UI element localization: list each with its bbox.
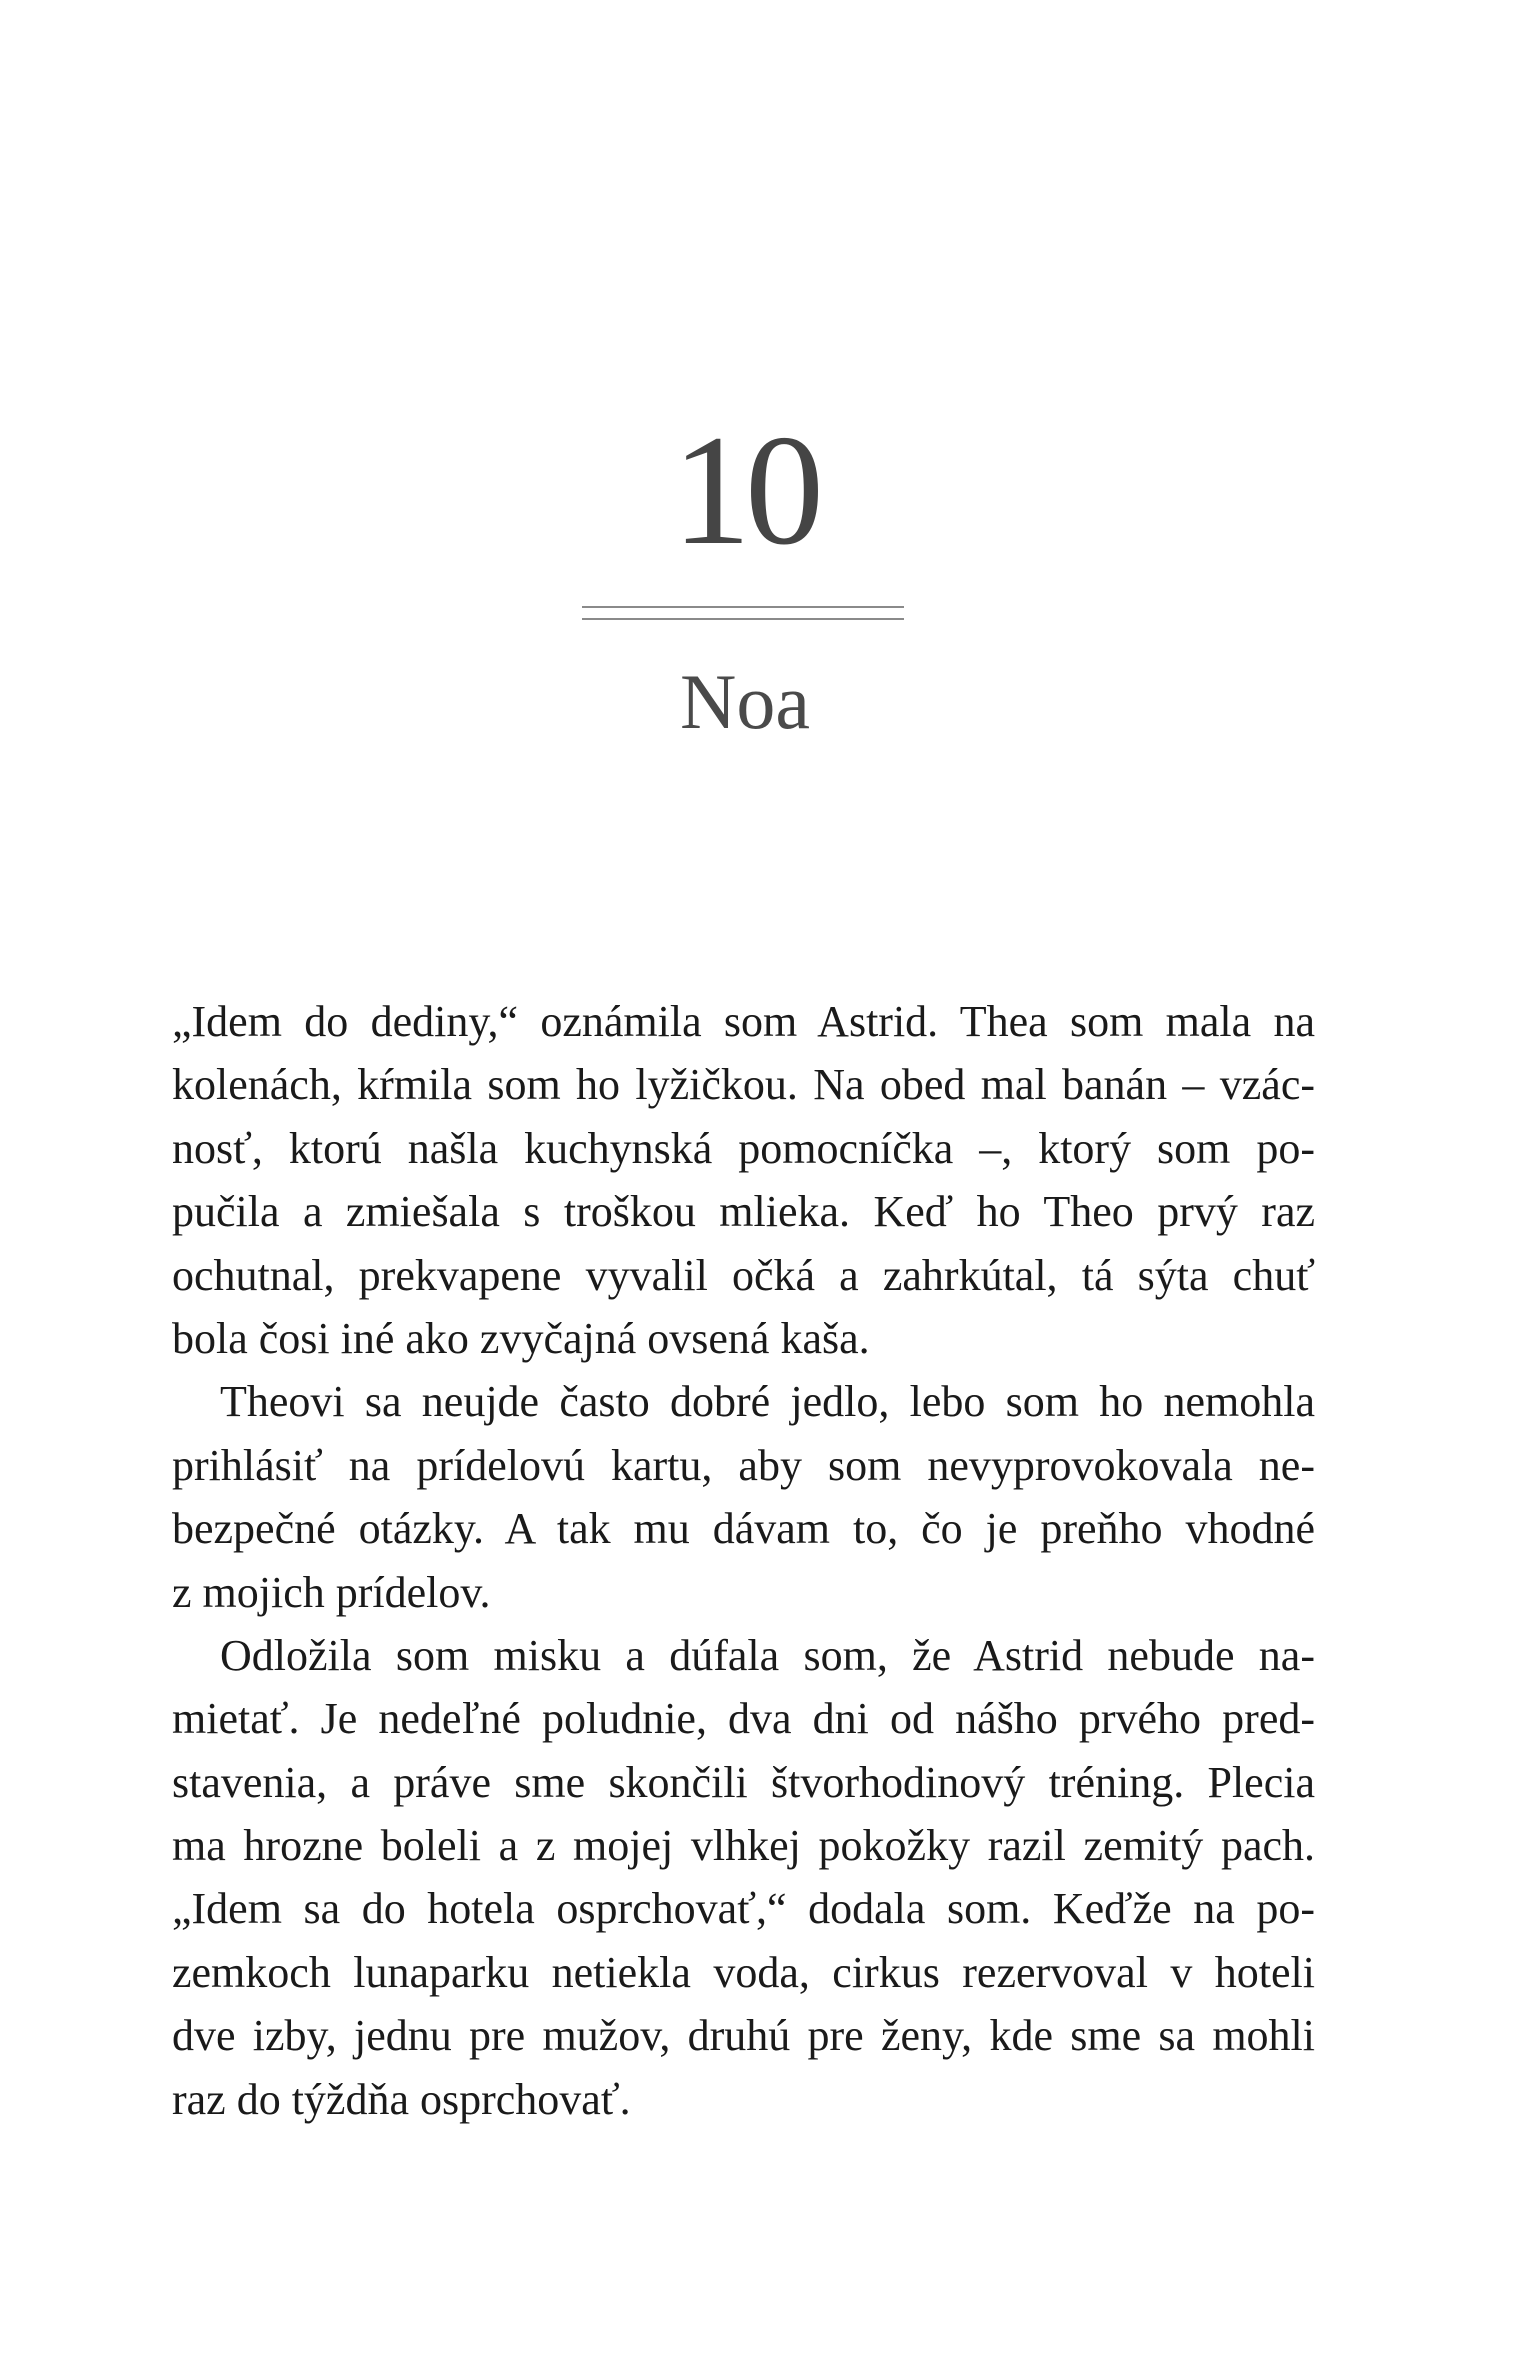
text-line: ma hrozne boleli a z mojej vlhkej pokožky razil zemitý pach.	[172, 1821, 1315, 1871]
text-line: zemkoch lunaparku netiekla voda, cirkus rezervoval v hoteli	[172, 1947, 1315, 1997]
text-line: „Idem sa do hotela osprchovať,“ dodala som. Keďže na po-	[172, 1884, 1315, 1934]
text-line: raz do týždňa osprchovať.	[172, 2074, 631, 2124]
chapter-number: 10	[672, 403, 818, 578]
body-text	[172, 990, 1315, 2131]
chapter-divider	[582, 606, 904, 620]
text-line: kolenách, kŕmila som ho lyžičkou. Na obed mal banán – vzác-	[172, 1060, 1315, 1110]
text-line: bola čosi iné ako zvyčajná ovsená kaša.	[172, 1313, 870, 1363]
text-line: „Idem do dediny,“ oznámila som Astrid. Thea som mala na	[172, 997, 1315, 1046]
text-line: bezpečné otázky. A tak mu dávam to, čo je preňho vhodné	[172, 1504, 1315, 1554]
paragraph	[172, 1370, 1315, 1624]
text-line: Odložila som misku a dúfala som, že Astrid nebude na-	[220, 1630, 1315, 1680]
text-line: nosť, ktorú našla kuchynská pomocníčka –, ktorý som po-	[172, 1123, 1315, 1173]
text-line: prihlásiť na prídelovú kartu, aby som nevyprovokovala ne-	[172, 1440, 1315, 1490]
text-line: mietať. Je nedeľné poludnie, dva dni od nášho prvého pred-	[172, 1694, 1315, 1744]
paragraph	[172, 990, 1315, 1370]
text-line: Theovi sa neujde často dobré jedlo, lebo som ho nemohla	[220, 1377, 1315, 1427]
text-line: dve izby, jednu pre mužov, druhú pre ženy, kde sme sa mohli	[172, 2011, 1315, 2061]
paragraph	[172, 1624, 1315, 2131]
chapter-title: Noa	[680, 658, 810, 745]
text-line: z mojich prídelov.	[172, 1567, 491, 1617]
text-line: stavenia, a práve sme skončili štvorhodinový tréning. Plecia	[172, 1757, 1315, 1807]
text-line: pučila a zmiešala s troškou mlieka. Keď ho Theo prvý raz	[172, 1187, 1315, 1237]
text-line: ochutnal, prekvapene vyvalil očká a zahrkútal, tá sýta chuť	[172, 1250, 1315, 1300]
